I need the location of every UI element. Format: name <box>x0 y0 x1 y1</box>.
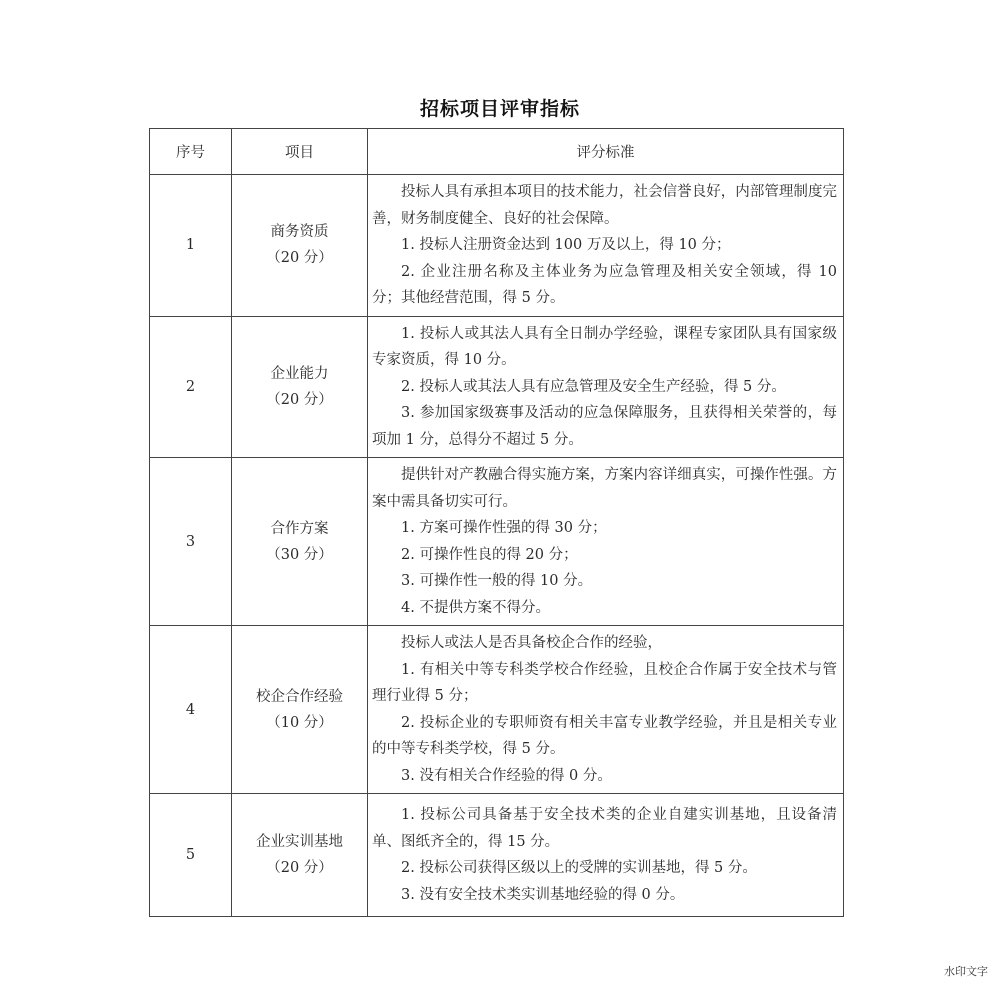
row-number: 2 <box>150 316 232 458</box>
row-number: 1 <box>150 175 232 317</box>
table-header-row <box>150 129 844 175</box>
row-criteria <box>368 316 844 458</box>
table-row <box>150 794 844 917</box>
criteria-line: 2. 投标人或其法人具有应急管理及安全生产经验，得 5 分。 <box>401 378 786 395</box>
criteria-line: 3. 可操作性一般的得 10 分。 <box>401 573 593 589</box>
table-row <box>150 316 844 458</box>
evaluation-table <box>149 128 844 917</box>
criteria-line: 2. 投标公司获得区级以上的受牌的实训基地，得 5 分。 <box>401 860 757 876</box>
table-row <box>150 626 844 794</box>
row-criteria <box>368 626 844 794</box>
row-item <box>232 458 368 626</box>
criteria-line: 1. 方案可操作性强的得 30 分； <box>401 520 607 536</box>
row-number: 4 <box>150 626 232 794</box>
row-item <box>232 175 368 317</box>
table-row <box>150 175 844 317</box>
row-item <box>232 316 368 458</box>
criteria-line: 投标人具有承担本项目的技术能力，社会信誉良好，内部管理制度完善，财务制度健全、良好的社会保障。 <box>372 184 837 227</box>
item-name: 合作方案 <box>270 520 329 537</box>
item-score: （20 分） <box>266 250 333 267</box>
item-name: 企业能力 <box>270 365 329 382</box>
criteria-line: 3. 没有安全技术类实训基地经验的得 0 分。 <box>401 886 685 903</box>
criteria-line: 1. 投标人注册资金达到 100 万及以上，得 10 分； <box>401 237 731 253</box>
header-no: 序号 <box>150 129 232 175</box>
row-number: 5 <box>150 794 232 917</box>
table-row <box>150 458 844 626</box>
document-title: 招标项目评审指标 <box>419 98 580 120</box>
criteria-line: 4. 不提供方案不得分。 <box>401 599 550 616</box>
criteria-line: 1. 投标公司具备基于安全技术类的企业自建实训基地，且设备清单、图纸齐全的，得 15 分。 <box>372 807 837 850</box>
row-criteria <box>368 794 844 917</box>
watermark-text: 水印文字 <box>944 965 988 978</box>
criteria-line: 3. 参加国家级赛事及活动的应急保障服务，且获得相关荣誉的，每项加 1 分，总得分不超过 5 分。 <box>372 405 837 448</box>
row-item <box>232 626 368 794</box>
item-score: （10 分） <box>266 714 333 731</box>
row-item <box>232 794 368 917</box>
item-name: 商务资质 <box>270 224 329 241</box>
criteria-line: 2. 可操作性良的得 20 分； <box>401 546 578 563</box>
row-criteria <box>368 175 844 317</box>
criteria-line: 1. 有相关中等专科类学校合作经验，且校企合作属于安全技术与管理行业得 5 分； <box>372 661 837 704</box>
item-score: （30 分） <box>266 546 333 563</box>
item-name: 企业实训基地 <box>256 834 343 850</box>
item-score: （20 分） <box>266 391 333 408</box>
criteria-line: 投标人或法人是否具备校企合作的经验， <box>401 635 662 651</box>
item-name: 校企合作经验 <box>256 688 343 705</box>
criteria-line: 1. 投标人或其法人具有全日制办学经验，课程专家团队具有国家级专家资质，得 10 分。 <box>372 325 837 368</box>
header-item: 项目 <box>232 129 368 175</box>
criteria-line: 2. 企业注册名称及主体业务为应急管理及相关安全领域，得 10 分；其他经营范围，得 5 分。 <box>372 263 837 306</box>
item-score: （20 分） <box>266 860 333 876</box>
header-criteria: 评分标准 <box>368 129 844 175</box>
criteria-line: 3. 没有相关合作经验的得 0 分。 <box>401 767 612 784</box>
row-number: 3 <box>150 458 232 626</box>
criteria-line: 提供针对产教融合得实施方案，方案内容详细真实，可操作性强。方案中需具备切实可行。 <box>372 467 837 510</box>
criteria-line: 2. 投标企业的专职师资有相关丰富专业教学经验，并且是相关专业的中等专科类学校，得 5 分。 <box>372 714 837 757</box>
row-criteria <box>368 458 844 626</box>
